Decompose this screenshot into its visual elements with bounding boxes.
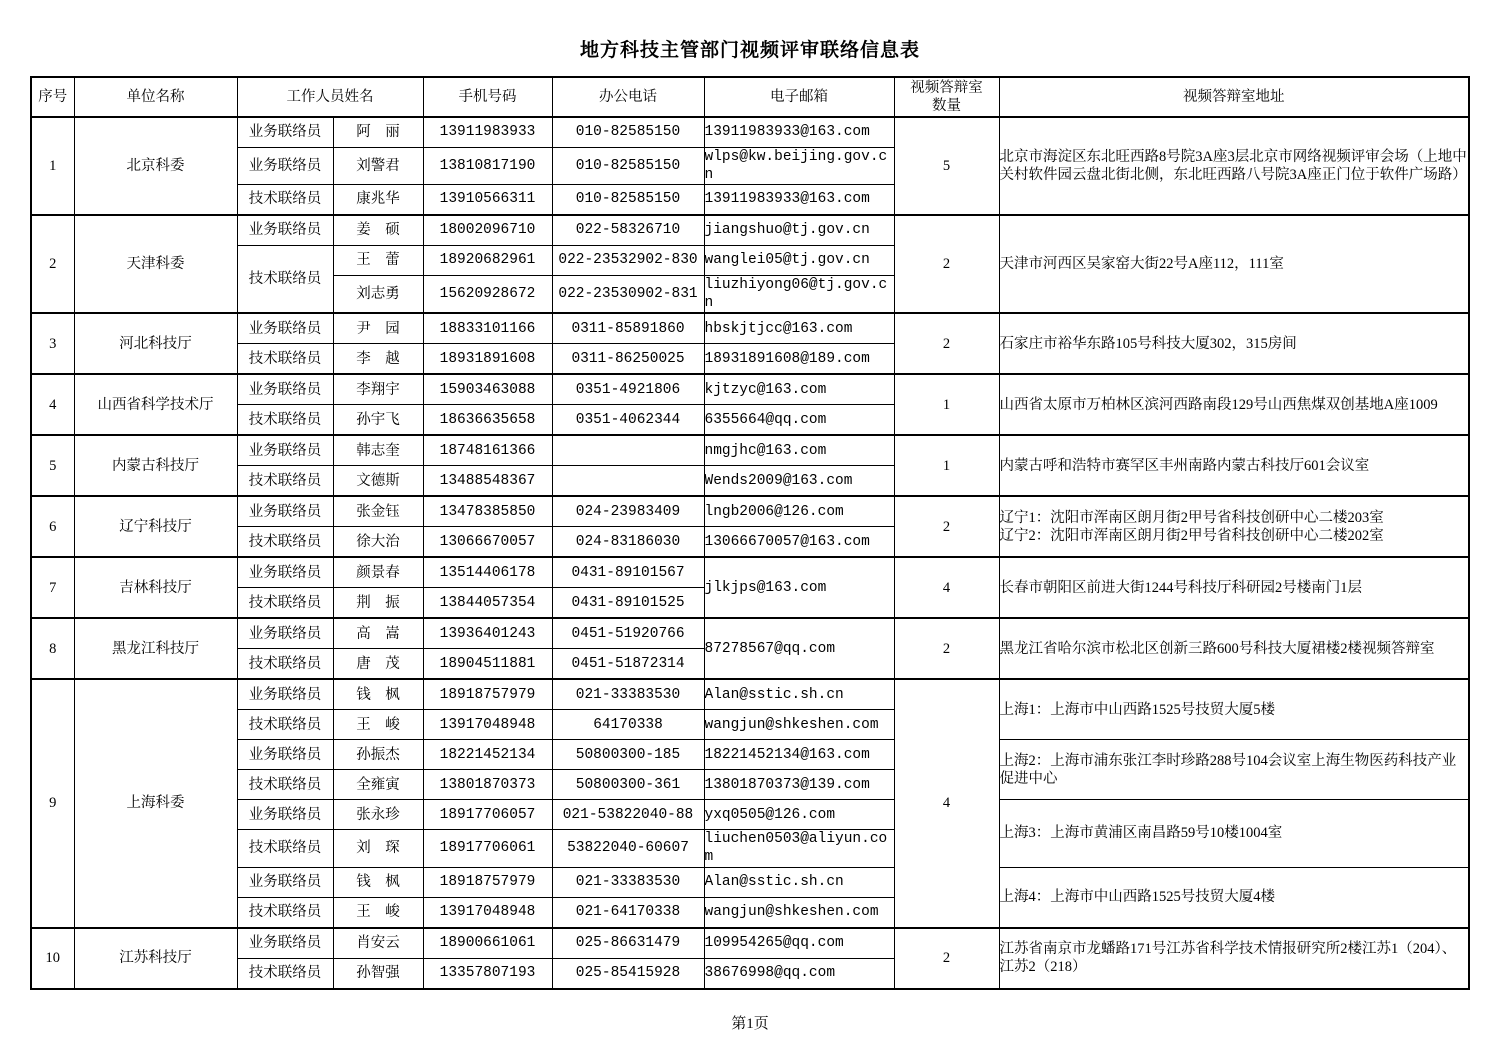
cell-email: 13801870373@139.com (704, 770, 894, 800)
cell-email: 38676998@qq.com (704, 958, 894, 989)
address-line: 天津市河西区吴家窑大街22号A座112，111室 (999, 256, 1284, 273)
cell-room-count: 2 (894, 313, 999, 374)
cell-mobile: 18833101166 (423, 313, 552, 344)
cell-role: 技术联络员 (237, 185, 333, 216)
cell-office-phone: 021-33383530 (552, 679, 704, 710)
cell-staff-name: 颜景春 (333, 557, 423, 588)
cell-role: 业务联络员 (237, 374, 333, 405)
cell-org-name: 山西省科学技术厅 (74, 374, 237, 435)
cell-staff-name: 王 峻 (333, 897, 423, 928)
cell-org-name: 江苏科技厅 (74, 928, 237, 989)
cell-office-phone: 0451-51872314 (552, 649, 704, 680)
cell-role: 技术联络员 (237, 649, 333, 680)
cell-staff-name: 韩志奎 (333, 435, 423, 466)
header-email: 电子邮箱 (704, 77, 894, 117)
cell-staff-name: 孙智强 (333, 958, 423, 989)
cell-room-count: 2 (894, 928, 999, 989)
cell-mobile: 18920682961 (423, 246, 552, 276)
cell-office-phone: 0351-4062344 (552, 405, 704, 436)
address-line: 辽宁2：沈阳市浑南区朗月街2甲号省科技创研中心二楼202室 (999, 527, 1384, 544)
cell-mobile: 18636635658 (423, 405, 552, 436)
cell-email: wangjun@shkeshen.com (704, 710, 894, 740)
cell-email: jiangshuo@tj.gov.cn (704, 215, 894, 246)
table-row (31, 618, 1469, 649)
cell-index: 9 (31, 679, 74, 927)
table-row (31, 215, 1469, 246)
cell-index: 7 (31, 557, 74, 618)
cell-org-name: 辽宁科技厅 (74, 496, 237, 557)
cell-role: 技术联络员 (237, 246, 333, 314)
cell-email: yxq0505@126.com (704, 800, 894, 830)
cell-role: 技术联络员 (237, 588, 333, 619)
cell-index: 1 (31, 117, 74, 215)
cell-email: 6355664@qq.com (704, 405, 894, 436)
cell-email: liuzhiyong06@tj.gov.cn (704, 276, 894, 314)
cell-role: 业务联络员 (237, 740, 333, 770)
cell-staff-name: 李 越 (333, 344, 423, 375)
cell-office-phone: 50800300-185 (552, 740, 704, 770)
cell-email: wlps@kw.beijing.gov.cn (704, 147, 894, 184)
cell-staff-name: 王 峻 (333, 710, 423, 740)
cell-staff-name: 刘 琛 (333, 830, 423, 867)
cell-index: 3 (31, 313, 74, 374)
cell-role: 业务联络员 (237, 679, 333, 710)
cell-office-phone: 64170338 (552, 710, 704, 740)
cell-role: 技术联络员 (237, 527, 333, 558)
table-row (31, 496, 1469, 527)
table-header-row (31, 77, 1469, 117)
cell-email: 87278567@qq.com (704, 618, 894, 679)
cell-email: 13911983933@163.com (704, 185, 894, 216)
cell-mobile: 15903463088 (423, 374, 552, 405)
cell-address: 上海4：上海市中山西路1525号技贸大厦4楼 (999, 867, 1469, 928)
cell-mobile: 13917048948 (423, 897, 552, 928)
address-line: 江苏省南京市龙蟠路171号江苏省科学技术情报研究所2楼江苏1（204）、江苏2（218） (999, 940, 1457, 976)
cell-role: 业务联络员 (237, 215, 333, 246)
cell-staff-name: 康兆华 (333, 185, 423, 216)
table-row (31, 928, 1469, 959)
table-row (31, 374, 1469, 405)
cell-email: 13066670057@163.com (704, 527, 894, 558)
cell-office-phone: 010-82585150 (552, 117, 704, 148)
cell-role: 业务联络员 (237, 800, 333, 830)
cell-role: 技术联络员 (237, 770, 333, 800)
cell-office-phone: 022-23530902-831 (552, 276, 704, 314)
cell-office-phone: 53822040-60607 (552, 830, 704, 867)
cell-mobile: 13478385850 (423, 496, 552, 527)
cell-index: 5 (31, 435, 74, 496)
cell-mobile: 13917048948 (423, 710, 552, 740)
cell-office-phone: 0311-86250025 (552, 344, 704, 375)
cell-address (999, 928, 1469, 989)
cell-role: 技术联络员 (237, 710, 333, 740)
cell-staff-name: 姜 硕 (333, 215, 423, 246)
cell-email: wanglei05@tj.gov.cn (704, 246, 894, 276)
table-row (31, 800, 1469, 830)
cell-email: kjtzyc@163.com (704, 374, 894, 405)
cell-room-count: 2 (894, 496, 999, 557)
cell-mobile: 18904511881 (423, 649, 552, 680)
address-line: 北京市海淀区东北旺西路8号院3A座3层北京市网络视频评审会场（上地中关村软件园云盘北街北侧，东北旺西路八号院3A座正门位于软件广场路） (999, 148, 1467, 183)
cell-address (999, 117, 1469, 215)
cell-staff-name: 孙振杰 (333, 740, 423, 770)
cell-role: 技术联络员 (237, 344, 333, 375)
cell-mobile: 18748161366 (423, 435, 552, 466)
cell-staff-name: 李翔宇 (333, 374, 423, 405)
cell-staff-name: 张金钰 (333, 496, 423, 527)
cell-role: 业务联络员 (237, 618, 333, 649)
cell-staff-name: 钱 枫 (333, 867, 423, 897)
cell-org-name: 天津科委 (74, 215, 237, 313)
cell-mobile: 13910566311 (423, 185, 552, 216)
table-row (31, 117, 1469, 148)
cell-mobile: 18900661061 (423, 928, 552, 959)
header-address: 视频答辩室地址 (999, 77, 1469, 117)
cell-staff-name: 刘志勇 (333, 276, 423, 314)
cell-role: 业务联络员 (237, 928, 333, 959)
table-row (31, 313, 1469, 344)
table-row (31, 867, 1469, 897)
cell-email: 18931891608@189.com (704, 344, 894, 375)
cell-email: Alan@sstic.sh.cn (704, 867, 894, 897)
cell-role: 技术联络员 (237, 466, 333, 497)
cell-mobile: 13357807193 (423, 958, 552, 989)
cell-staff-name: 徐大治 (333, 527, 423, 558)
cell-role: 业务联络员 (237, 147, 333, 184)
cell-office-phone: 50800300-361 (552, 770, 704, 800)
address-line: 辽宁1：沈阳市浑南区朗月街2甲号省科技创研中心二楼203室 (999, 509, 1384, 526)
header-office-phone: 办公电话 (552, 77, 704, 117)
cell-mobile: 18917706061 (423, 830, 552, 867)
cell-address (999, 215, 1469, 313)
cell-office-phone: 021-53822040-88 (552, 800, 704, 830)
cell-mobile: 18917706057 (423, 800, 552, 830)
cell-address (999, 435, 1469, 496)
cell-mobile: 18931891608 (423, 344, 552, 375)
table-row (31, 435, 1469, 466)
page-title: 地方科技主管部门视频评审联络信息表 (579, 40, 920, 61)
cell-staff-name: 孙宇飞 (333, 405, 423, 436)
header-room-count (894, 77, 999, 117)
cell-staff-name: 荆 振 (333, 588, 423, 619)
cell-staff-name: 文德斯 (333, 466, 423, 497)
contact-info-table (30, 76, 1470, 990)
cell-room-count: 2 (894, 618, 999, 679)
cell-office-phone: 0451-51920766 (552, 618, 704, 649)
address-line: 内蒙古呼和浩特市赛罕区丰州南路内蒙古科技厅601会议室 (999, 457, 1370, 474)
cell-org-name: 北京科委 (74, 117, 237, 215)
cell-office-phone: 024-83186030 (552, 527, 704, 558)
cell-role: 业务联络员 (237, 313, 333, 344)
cell-room-count: 1 (894, 435, 999, 496)
cell-office-phone (552, 435, 704, 466)
cell-office-phone: 025-85415928 (552, 958, 704, 989)
cell-staff-name: 王 蕾 (333, 246, 423, 276)
cell-staff-name: 肖安云 (333, 928, 423, 959)
cell-email: nmgjhc@163.com (704, 435, 894, 466)
cell-mobile: 13844057354 (423, 588, 552, 619)
cell-email: Wends2009@163.com (704, 466, 894, 497)
header-mobile: 手机号码 (423, 77, 552, 117)
cell-mobile: 13801870373 (423, 770, 552, 800)
address-line: 山西省太原市万柏林区滨河西路南段129号山西焦煤双创基地A座1009 (999, 396, 1438, 413)
cell-role: 技术联络员 (237, 958, 333, 989)
cell-mobile: 13911983933 (423, 117, 552, 148)
cell-office-phone: 0351-4921806 (552, 374, 704, 405)
cell-office-phone: 022-58326710 (552, 215, 704, 246)
cell-mobile: 13488548367 (423, 466, 552, 497)
cell-office-phone: 0311-85891860 (552, 313, 704, 344)
cell-email: jlkjps@163.com (704, 557, 894, 618)
cell-mobile: 18002096710 (423, 215, 552, 246)
cell-email: wangjun@shkeshen.com (704, 897, 894, 928)
cell-office-phone: 0431-89101567 (552, 557, 704, 588)
cell-staff-name: 钱 枫 (333, 679, 423, 710)
cell-office-phone: 025-86631479 (552, 928, 704, 959)
cell-staff-name: 全雍寅 (333, 770, 423, 800)
cell-address (999, 557, 1469, 618)
cell-office-phone: 010-82585150 (552, 185, 704, 216)
table-row (31, 557, 1469, 588)
cell-office-phone (552, 466, 704, 497)
address-line: 长春市朝阳区前进大街1244号科技厅科研园2号楼南门1层 (999, 579, 1362, 596)
cell-office-phone: 010-82585150 (552, 147, 704, 184)
cell-office-phone: 022-23532902-830 (552, 246, 704, 276)
cell-role: 技术联络员 (237, 405, 333, 436)
cell-mobile: 18918757979 (423, 679, 552, 710)
address-line: 黑龙江省哈尔滨市松北区创新三路600号科技大厦裙楼2楼视频答辩室 (999, 640, 1435, 657)
cell-index: 4 (31, 374, 74, 435)
cell-org-name: 黑龙江科技厅 (74, 618, 237, 679)
cell-email: 18221452134@163.com (704, 740, 894, 770)
cell-email: hbskjtjcc@163.com (704, 313, 894, 344)
cell-email: 109954265@qq.com (704, 928, 894, 959)
cell-office-phone: 021-64170338 (552, 897, 704, 928)
table-row (31, 740, 1469, 770)
cell-mobile: 15620928672 (423, 276, 552, 314)
cell-mobile: 13066670057 (423, 527, 552, 558)
cell-office-phone: 0431-89101525 (552, 588, 704, 619)
cell-room-count: 5 (894, 117, 999, 215)
cell-org-name: 上海科委 (74, 679, 237, 927)
table-body (31, 117, 1469, 989)
cell-address (999, 313, 1469, 374)
cell-address (999, 618, 1469, 679)
cell-staff-name: 刘警君 (333, 147, 423, 184)
cell-room-count: 4 (894, 679, 999, 927)
address-line: 石家庄市裕华东路105号科技大厦302，315房间 (999, 335, 1297, 352)
table-row (31, 679, 1469, 710)
cell-address (999, 374, 1469, 435)
header-index: 序号 (31, 77, 74, 117)
cell-staff-name: 尹 园 (333, 313, 423, 344)
cell-index: 2 (31, 215, 74, 313)
cell-address (999, 496, 1469, 557)
cell-role: 业务联络员 (237, 435, 333, 466)
cell-staff-name: 张永珍 (333, 800, 423, 830)
cell-role: 业务联络员 (237, 496, 333, 527)
cell-org-name: 吉林科技厅 (74, 557, 237, 618)
cell-mobile: 13514406178 (423, 557, 552, 588)
cell-email: lngb2006@126.com (704, 496, 894, 527)
cell-staff-name: 高 嵩 (333, 618, 423, 649)
cell-email: liuchen0503@aliyun.com (704, 830, 894, 867)
cell-index: 6 (31, 496, 74, 557)
cell-org-name: 河北科技厅 (74, 313, 237, 374)
cell-office-phone: 024-23983409 (552, 496, 704, 527)
page-footer: 第1页 (731, 1016, 769, 1032)
cell-address: 上海3：上海市黄浦区南昌路59号10楼1004室 (999, 800, 1469, 867)
header-org: 单位名称 (74, 77, 237, 117)
cell-staff-name: 阿 丽 (333, 117, 423, 148)
cell-room-count: 2 (894, 215, 999, 313)
cell-mobile: 18221452134 (423, 740, 552, 770)
header-room-count-line2: 数量 (932, 97, 961, 114)
cell-role: 业务联络员 (237, 867, 333, 897)
cell-role: 业务联络员 (237, 117, 333, 148)
header-room-count-line1: 视频答辩室 (910, 79, 983, 96)
cell-email: Alan@sstic.sh.cn (704, 679, 894, 710)
cell-org-name: 内蒙古科技厅 (74, 435, 237, 496)
cell-mobile: 13936401243 (423, 618, 552, 649)
cell-mobile: 13810817190 (423, 147, 552, 184)
cell-role: 技术联络员 (237, 897, 333, 928)
cell-email: 13911983933@163.com (704, 117, 894, 148)
cell-room-count: 4 (894, 557, 999, 618)
cell-mobile: 18918757979 (423, 867, 552, 897)
cell-role: 业务联络员 (237, 557, 333, 588)
cell-address: 上海1：上海市中山西路1525号技贸大厦5楼 (999, 679, 1469, 740)
header-staff-name: 工作人员姓名 (237, 77, 423, 117)
table-header (31, 77, 1469, 117)
cell-index: 8 (31, 618, 74, 679)
cell-staff-name: 唐 茂 (333, 649, 423, 680)
cell-address: 上海2：上海市浦东张江李时珍路288号104会议室上海生物医药科技产业促进中心 (999, 740, 1469, 800)
cell-role: 技术联络员 (237, 830, 333, 867)
cell-office-phone: 021-33383530 (552, 867, 704, 897)
cell-room-count: 1 (894, 374, 999, 435)
cell-index: 10 (31, 928, 74, 989)
